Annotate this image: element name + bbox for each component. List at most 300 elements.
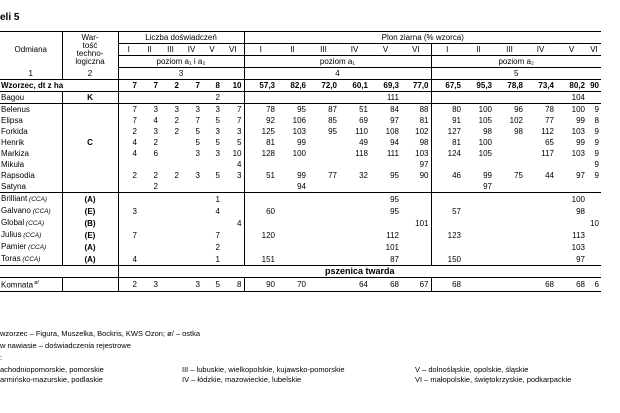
- table-row: [0, 104, 601, 116]
- cell-value: 78: [244, 104, 277, 116]
- table-row: [0, 126, 601, 137]
- region-header-III: III: [308, 44, 339, 56]
- region-header-I: I: [244, 44, 277, 56]
- cell-value: 3: [195, 149, 200, 158]
- cell-value: 2: [118, 126, 139, 137]
- cell-value: [401, 181, 431, 193]
- cell-value: [308, 137, 339, 148]
- cell-value: [277, 205, 308, 217]
- cell-value: [525, 193, 556, 206]
- cell-value: [277, 193, 308, 206]
- cell-value: 102: [509, 116, 523, 125]
- cell-value: [587, 229, 601, 241]
- region-col-3: V – dolnośląskie, opolskie, śląskie VI – małopolskie, świętokrzyskie, podkarpackie: [415, 365, 572, 384]
- cell-value: [308, 181, 339, 193]
- cell-value: 2: [174, 171, 179, 180]
- cell-value: 95: [390, 194, 399, 204]
- wzorzec-value: 7: [181, 80, 202, 92]
- cell-value: [118, 159, 139, 170]
- cell-value: 85: [328, 116, 337, 125]
- cell-value: 68: [525, 278, 556, 292]
- cell-value: 2: [153, 138, 158, 147]
- cell-value: 64: [339, 278, 370, 292]
- header-poziom-a1a2: poziom a₁ i a₂: [118, 56, 244, 68]
- cell-value: [463, 229, 494, 241]
- cell-value: [463, 205, 494, 217]
- region-header-IV: IV: [525, 44, 556, 56]
- wzorzec-value: 8: [202, 80, 222, 92]
- cell-value: 120: [244, 229, 277, 241]
- cell-value: 2: [118, 278, 139, 292]
- cell-value: 98: [514, 127, 523, 136]
- cell-value: [401, 92, 431, 104]
- cell-value: 97: [576, 171, 585, 180]
- variety-name: Komnata $^{ø/}$: [0, 278, 62, 292]
- variety-name: Toras (CCA): [0, 253, 62, 266]
- variety-sup: ø/: [33, 280, 39, 286]
- cell-value: [118, 181, 139, 193]
- cell-value: [339, 229, 370, 241]
- cell-value: 4: [153, 116, 158, 125]
- cell-value: 3: [174, 105, 179, 114]
- cell-value: 51: [359, 105, 368, 114]
- cell-value: 3: [237, 171, 242, 180]
- cell-value: 90: [419, 171, 429, 180]
- cell-value: [139, 193, 160, 206]
- cell-value: [431, 193, 463, 206]
- cell-value: 100: [292, 149, 306, 158]
- cell-value: [308, 159, 339, 170]
- header-odmiana: Odmiana: [0, 32, 62, 68]
- header-wartosc: War- tość techno- logiczna: [62, 32, 118, 68]
- wzorzec-value: 77,0: [401, 80, 431, 92]
- cell-value: 98: [483, 127, 492, 136]
- variety-name: Pamier (CCA): [1, 242, 47, 251]
- region-header-II: II: [463, 44, 494, 56]
- cell-value: 95: [328, 127, 337, 136]
- cell-value: 101: [415, 218, 429, 228]
- wzorzec-value: 10: [222, 80, 244, 92]
- variety-name: Rapsodia: [1, 171, 35, 180]
- cell-value: [339, 253, 370, 266]
- cell-value: [494, 253, 525, 266]
- cell-value: [139, 229, 160, 241]
- cell-value: 5: [215, 138, 220, 147]
- cell-value: 102: [415, 127, 429, 136]
- wzorzec-value: 73,4: [525, 80, 556, 92]
- tech-value: [62, 159, 118, 170]
- cell-value: 99: [576, 138, 585, 147]
- region-header-V: V: [202, 44, 222, 56]
- cell-value: 5: [195, 138, 200, 147]
- variety-name: Brilliant (CCA): [1, 194, 48, 203]
- cell-value: [139, 253, 160, 266]
- table-row: [0, 137, 601, 148]
- cell-value: [277, 253, 308, 266]
- cell-value: [339, 159, 370, 170]
- cell-value: [525, 229, 556, 241]
- variety-note: (CCA): [20, 256, 41, 263]
- cell-value: 7: [237, 105, 242, 114]
- cell-value: 5: [195, 127, 200, 136]
- cell-value: [308, 229, 339, 241]
- cell-value: [160, 253, 181, 266]
- cell-value: 150: [431, 253, 463, 266]
- cell-value: [431, 217, 463, 229]
- cell-value: [525, 253, 556, 266]
- cell-value: [139, 92, 160, 104]
- wzorzec-value: 67,5: [431, 80, 463, 92]
- cell-value: 99: [576, 116, 585, 125]
- cell-value: 7: [118, 229, 139, 241]
- cell-value: [118, 241, 139, 253]
- cell-value: 128: [244, 148, 277, 159]
- cell-value: 105: [478, 116, 492, 125]
- cell-value: 7: [118, 104, 139, 116]
- cell-value: 110: [355, 127, 368, 136]
- cell-value: 125: [244, 126, 277, 137]
- cell-value: 88: [419, 105, 429, 114]
- cell-value: [370, 217, 401, 229]
- region-header-IV: IV: [181, 44, 202, 56]
- cell-value: 99: [483, 171, 492, 180]
- cell-value: 113: [572, 230, 585, 240]
- header-liczba: Liczba doświadczeń: [118, 32, 244, 44]
- table-row: [0, 217, 601, 229]
- cell-value: 9: [594, 149, 599, 158]
- tech-value: [62, 170, 118, 181]
- cell-value: [494, 205, 525, 217]
- cell-value: 117: [541, 149, 554, 158]
- cell-value: 81: [419, 116, 429, 125]
- wzorzec-value: 95,3: [463, 80, 494, 92]
- cell-value: [308, 148, 339, 159]
- region-header-V: V: [556, 44, 587, 56]
- cell-value: [244, 159, 277, 170]
- table-row: [0, 115, 601, 126]
- cell-value: [339, 217, 370, 229]
- cell-value: [431, 159, 463, 170]
- cell-value: [401, 241, 431, 253]
- cell-value: 67: [401, 278, 431, 292]
- cell-value: [139, 159, 160, 170]
- cell-value: [160, 205, 181, 217]
- variety-name: Global (CCA): [1, 218, 44, 227]
- cell-value: 5: [215, 116, 220, 125]
- cell-value: 98: [419, 138, 429, 147]
- cell-value: [222, 193, 244, 206]
- wzorzec-value: 72,0: [308, 80, 339, 92]
- cell-value: [494, 181, 525, 193]
- cell-value: [463, 159, 494, 170]
- tech-value: K: [62, 92, 118, 104]
- cell-value: [244, 193, 277, 206]
- cell-value: 104: [556, 92, 587, 104]
- wzorzec-label: Wzorzec, dt z ha: [0, 80, 118, 92]
- cell-value: [494, 137, 525, 148]
- cell-value: 151: [244, 253, 277, 266]
- cell-value: [339, 241, 370, 253]
- cell-value: [308, 205, 339, 217]
- cell-value: [339, 92, 370, 104]
- cell-value: 2: [118, 170, 139, 181]
- cell-value: [339, 193, 370, 206]
- cell-value: 3: [139, 278, 160, 292]
- cell-value: 81: [244, 137, 277, 148]
- cell-value: 97: [419, 160, 429, 169]
- header-poziom-a2: poziom a₂: [431, 56, 601, 68]
- table-row: [0, 241, 601, 253]
- region-header-VI: VI: [587, 44, 601, 56]
- table-row: [0, 193, 601, 206]
- variety-note: (CCA): [27, 196, 48, 203]
- cell-value: 2: [174, 116, 179, 125]
- cell-value: [587, 92, 601, 104]
- cell-value: [118, 193, 139, 206]
- cell-value: [202, 159, 222, 170]
- cell-value: [160, 92, 181, 104]
- cell-value: [525, 92, 556, 104]
- cell-value: 5: [202, 278, 222, 292]
- wzorzec-value: 7: [139, 80, 160, 92]
- tech-value: (A): [62, 253, 118, 266]
- cell-value: [118, 217, 139, 229]
- cell-value: [181, 92, 202, 104]
- cell-value: 2: [153, 171, 158, 180]
- cell-value: 108: [385, 127, 399, 136]
- cell-value: 2: [215, 242, 220, 252]
- cell-value: [244, 241, 277, 253]
- cell-value: [139, 241, 160, 253]
- yield-table: [0, 31, 601, 292]
- cell-value: 97: [463, 181, 494, 193]
- cell-value: [277, 217, 308, 229]
- cell-value: [401, 229, 431, 241]
- table-title: eli 5: [0, 12, 20, 23]
- cell-value: [160, 193, 181, 206]
- cell-value: 51: [244, 170, 277, 181]
- tech-value: (B): [62, 217, 118, 229]
- region-col-1: achodniopomorskie, pomorskie armińsko-mazurskie, podlaskie: [0, 365, 104, 384]
- wzorzec-value: 57,3: [244, 80, 277, 92]
- cell-value: 2: [202, 92, 222, 104]
- tech-value: (A): [62, 241, 118, 253]
- wzorzec-value: 82,6: [277, 80, 308, 92]
- cell-value: [277, 159, 308, 170]
- region-header-II: II: [277, 44, 308, 56]
- cell-value: 7: [195, 116, 200, 125]
- cell-value: [431, 241, 463, 253]
- cell-value: 78: [545, 105, 554, 114]
- tech-value: [62, 148, 118, 159]
- cell-value: [222, 92, 244, 104]
- cell-value: 5: [237, 138, 242, 147]
- cell-value: 91: [431, 115, 463, 126]
- variety-name: Forkida: [1, 127, 28, 136]
- cell-value: [160, 229, 181, 241]
- cell-value: 4: [237, 218, 242, 228]
- cell-value: 6: [587, 278, 601, 292]
- cell-value: 81: [431, 137, 463, 148]
- cell-value: 7: [215, 230, 220, 240]
- cell-value: [181, 159, 202, 170]
- tech-value: (A): [62, 193, 118, 206]
- cell-value: 68: [556, 278, 587, 292]
- tech-value: (E): [62, 205, 118, 217]
- cell-value: [556, 181, 587, 193]
- cell-value: 57: [431, 205, 463, 217]
- cell-value: [181, 241, 202, 253]
- cell-value: [160, 241, 181, 253]
- cell-value: [160, 159, 181, 170]
- cell-value: [370, 181, 401, 193]
- tech-value: (E): [62, 229, 118, 241]
- tech-value: C: [62, 137, 118, 148]
- cell-value: 97: [556, 253, 587, 266]
- cell-value: 94: [277, 181, 308, 193]
- footnote-registry: w nawiasie – doświadczenia rejestrowe: [0, 341, 131, 350]
- variety-name: Belenus: [1, 105, 30, 114]
- cell-value: 44: [545, 171, 554, 180]
- cell-value: 7: [118, 115, 139, 126]
- section-durum: pszenica twarda: [118, 266, 601, 278]
- cell-value: 100: [571, 105, 585, 114]
- header-poziom-a1: poziom a₁: [244, 56, 431, 68]
- cell-value: [401, 253, 431, 266]
- cell-value: 68: [431, 278, 463, 292]
- cell-value: [139, 205, 160, 217]
- cell-value: [308, 253, 339, 266]
- cell-value: 100: [478, 138, 492, 147]
- cell-value: [244, 181, 277, 193]
- cell-value: 46: [431, 170, 463, 181]
- cell-value: [587, 181, 601, 193]
- cell-value: [494, 92, 525, 104]
- cell-value: [202, 217, 222, 229]
- cell-value: [494, 159, 525, 170]
- cell-value: [244, 92, 277, 104]
- cell-value: [277, 229, 308, 241]
- cell-value: [494, 217, 525, 229]
- cell-value: 4: [118, 253, 139, 266]
- cell-value: 9: [594, 160, 599, 169]
- table-row: [0, 229, 601, 241]
- cell-value: 10: [232, 149, 242, 158]
- cell-value: [587, 205, 601, 217]
- cell-value: 103: [292, 127, 306, 136]
- tech-value: [62, 104, 118, 116]
- cell-value: 124: [431, 148, 463, 159]
- cell-value: [494, 229, 525, 241]
- cell-value: [308, 92, 339, 104]
- table-row: [0, 92, 601, 104]
- cell-value: 4: [237, 160, 242, 169]
- cell-value: 118: [355, 149, 368, 158]
- cell-value: [463, 217, 494, 229]
- variety-name: Markiza: [1, 149, 30, 158]
- cell-value: [160, 137, 181, 148]
- region-header-I: I: [118, 44, 139, 56]
- region-header-VI: VI: [401, 44, 431, 56]
- cell-value: 99: [297, 171, 306, 180]
- variety-name: Galvano (CCA): [1, 206, 51, 215]
- cell-value: 103: [571, 149, 585, 158]
- header-plon: Plon ziarna (% wzorca): [244, 32, 601, 44]
- cell-value: [308, 193, 339, 206]
- cell-value: 112: [386, 230, 399, 240]
- variety-name: Mikula: [1, 160, 25, 169]
- cell-value: 77: [545, 116, 554, 125]
- variety-note: (CCA): [21, 232, 42, 239]
- cell-value: [181, 229, 202, 241]
- cell-value: [160, 278, 181, 292]
- cell-value: [181, 193, 202, 206]
- cell-value: [308, 278, 339, 292]
- wzorzec-value: 2: [160, 80, 181, 92]
- cell-value: [494, 241, 525, 253]
- cell-value: [401, 193, 431, 206]
- cell-value: [244, 217, 277, 229]
- table-row: [0, 253, 601, 266]
- cell-value: 75: [514, 171, 523, 180]
- cell-value: 84: [390, 105, 399, 114]
- cell-value: [202, 181, 222, 193]
- section-row: [0, 266, 601, 278]
- wzorzec-row: [0, 80, 601, 92]
- variety-note: (CCA): [30, 208, 51, 215]
- cell-value: 4: [118, 137, 139, 148]
- cell-value: 4: [118, 148, 139, 159]
- cell-value: [222, 241, 244, 253]
- cell-value: 95: [390, 171, 399, 180]
- cell-value: 100: [478, 105, 492, 114]
- cell-value: [525, 181, 556, 193]
- cell-value: 49: [359, 138, 368, 147]
- footnotes: [0, 328, 200, 364]
- cell-value: 3: [153, 127, 158, 136]
- cell-value: [339, 181, 370, 193]
- cell-value: [222, 205, 244, 217]
- cell-value: 95: [390, 206, 399, 216]
- cell-value: 127: [431, 126, 463, 137]
- column-number-row: 1 2 3 4 5: [0, 68, 601, 80]
- variety-name: Julius (CCA): [1, 230, 42, 239]
- footnote-wzorzec: wzorzec – Figura, Muszelka, Bockris, KWS Ozon; ø/ – ostka: [0, 329, 201, 338]
- cell-value: 3: [215, 127, 220, 136]
- cell-value: 68: [370, 278, 401, 292]
- region-header-VI: VI: [222, 44, 244, 56]
- cell-value: [494, 193, 525, 206]
- cell-value: 99: [297, 138, 306, 147]
- cell-value: 92: [244, 115, 277, 126]
- wzorzec-value: 60,1: [339, 80, 370, 92]
- table-row: [0, 205, 601, 217]
- region-header-II: II: [139, 44, 160, 56]
- cell-value: [463, 193, 494, 206]
- cell-value: 103: [571, 242, 585, 252]
- wzorzec-value: 80,2: [556, 80, 587, 92]
- cell-value: [431, 181, 463, 193]
- cell-value: 3: [215, 105, 220, 114]
- cell-value: [463, 253, 494, 266]
- cell-value: 3: [181, 278, 202, 292]
- cell-value: 101: [385, 242, 399, 252]
- wzorzec-value: 7: [118, 80, 139, 92]
- cell-value: 9: [594, 127, 599, 136]
- cell-value: 80: [431, 104, 463, 116]
- tech-value: [62, 115, 118, 126]
- cell-value: 5: [215, 171, 220, 180]
